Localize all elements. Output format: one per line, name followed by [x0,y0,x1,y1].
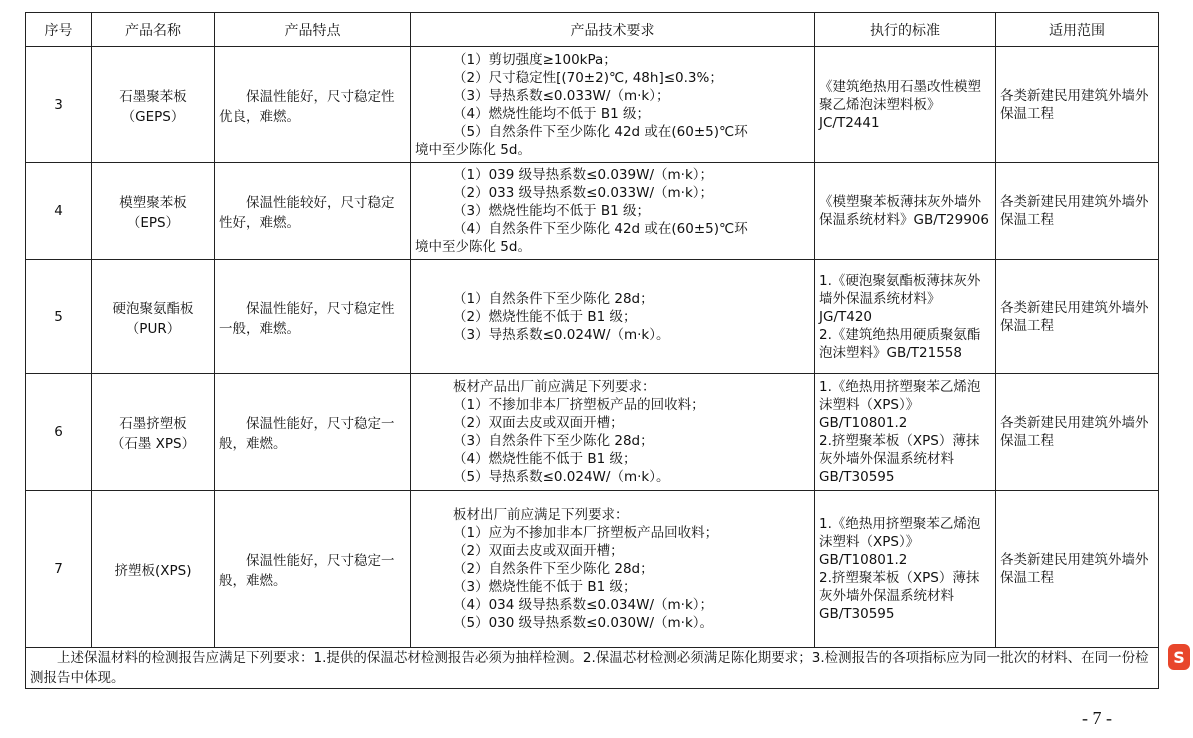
standard: 《建筑绝热用石墨改性模塑聚乙烯泡沫塑料板》JC/T2441 [815,47,996,163]
product-name: 模塑聚苯板 （EPS） [92,163,215,260]
tech-requirements: 板材出厂前应满足下列要求： （1）应为不掺加非本厂挤塑板产品回收料； （2）双面去皮或双面开槽； （2）自然条件下至少陈化 28d； （3）燃烧性能不低于 B1 级； （4）034 级导热系数≤0.034W/（m·k）； （5）030 级导热系数≤0.030W/（m·k）。 [411,491,815,648]
product-feature: 保温性能好，尺寸稳定性一般，难燃。 [215,260,411,374]
product-name: 石墨挤塑板 （石墨 XPS） [92,374,215,491]
header-requirements: 产品技术要求 [411,13,815,47]
header-no: 序号 [26,13,92,47]
scope: 各类新建民用建筑外墙外保温工程 [996,491,1159,648]
table-row [26,47,1159,163]
tech-requirements: 板材产品出厂前应满足下列要求： （1）不掺加非本厂挤塑板产品的回收料； （2）双面去皮或双面开槽； （3）自然条件下至少陈化 28d； （4）燃烧性能不低于 B1 级； （5）导热系数≤0.024W/（m·k）。 [411,374,815,491]
scope: 各类新建民用建筑外墙外保温工程 [996,47,1159,163]
row-number: 7 [26,491,92,648]
insulation-spec-table [25,12,1159,689]
product-name: 硬泡聚氨酯板 （PUR） [92,260,215,374]
product-name: 挤塑板(XPS) [92,491,215,648]
note-row [26,648,1159,689]
header-scope: 适用范围 [996,13,1159,47]
product-feature: 保温性能好，尺寸稳定一般，难燃。 [215,491,411,648]
header-name: 产品名称 [92,13,215,47]
table-row [26,260,1159,374]
standard: 1.《绝热用挤塑聚苯乙烯泡沫塑料（XPS）》GB/T10801.2 2.挤塑聚苯板（XPS）薄抹灰外墙外保温系统材料 GB/T30595 [815,374,996,491]
header-standard: 执行的标准 [815,13,996,47]
header-feature: 产品特点 [215,13,411,47]
row-number: 4 [26,163,92,260]
tech-requirements: （1）剪切强度≥100kPa； （2）尺寸稳定性[(70±2)℃, 48h]≤0.3%； （3）导热系数≤0.033W/（m·k）； （4）燃烧性能均不低于 B1 级； （5）自然条件下至少陈化 42d 或在(60±5)℃环 境中至少陈化 5d。 [411,47,815,163]
page-number: - 7 - [1082,708,1112,728]
standard: 《模塑聚苯板薄抹灰外墙外保温系统材料》GB/T29906 [815,163,996,260]
row-number: 6 [26,374,92,491]
header-row [26,13,1159,47]
tech-requirements: （1）039 级导热系数≤0.039W/（m·k）； （2）033 级导热系数≤0.033W/（m·k）； （3）燃烧性能均不低于 B1 级； （4）自然条件下至少陈化 42d 或在(60±5)℃环 境中至少陈化 5d。 [411,163,815,260]
scope: 各类新建民用建筑外墙外保温工程 [996,374,1159,491]
scope: 各类新建民用建筑外墙外保温工程 [996,163,1159,260]
row-number: 5 [26,260,92,374]
table-row [26,163,1159,260]
standard: 1.《硬泡聚氨酯板薄抹灰外墙外保温系统材料》JG/T420 2.《建筑绝热用硬质聚氨酯泡沫塑料》GB/T21558 [815,260,996,374]
row-number: 3 [26,47,92,163]
product-feature: 保温性能好，尺寸稳定一般，难燃。 [215,374,411,491]
product-feature: 保温性能好，尺寸稳定性优良，难燃。 [215,47,411,163]
standard: 1.《绝热用挤塑聚苯乙烯泡沫塑料（XPS）》GB/T10801.2 2.挤塑聚苯板（XPS）薄抹灰外墙外保温系统材料 GB/T30595 [815,491,996,648]
app-logo-icon: S [1168,644,1190,670]
product-feature: 保温性能较好，尺寸稳定性好，难燃。 [215,163,411,260]
table-row [26,374,1159,491]
product-name: 石墨聚苯板 （GEPS） [92,47,215,163]
tech-requirements: （1）自然条件下至少陈化 28d； （2）燃烧性能不低于 B1 级； （3）导热系数≤0.024W/（m·k）。 [411,260,815,374]
table-note: 上述保温材料的检测报告应满足下列要求：1.提供的保温芯材检测报告必须为抽样检测。2.保温芯材检测必须满足陈化期要求；3.检测报告的各项指标应为同一批次的材料、在同一份检测报告中体现。 [26,648,1159,689]
scope: 各类新建民用建筑外墙外保温工程 [996,260,1159,374]
table-row [26,491,1159,648]
